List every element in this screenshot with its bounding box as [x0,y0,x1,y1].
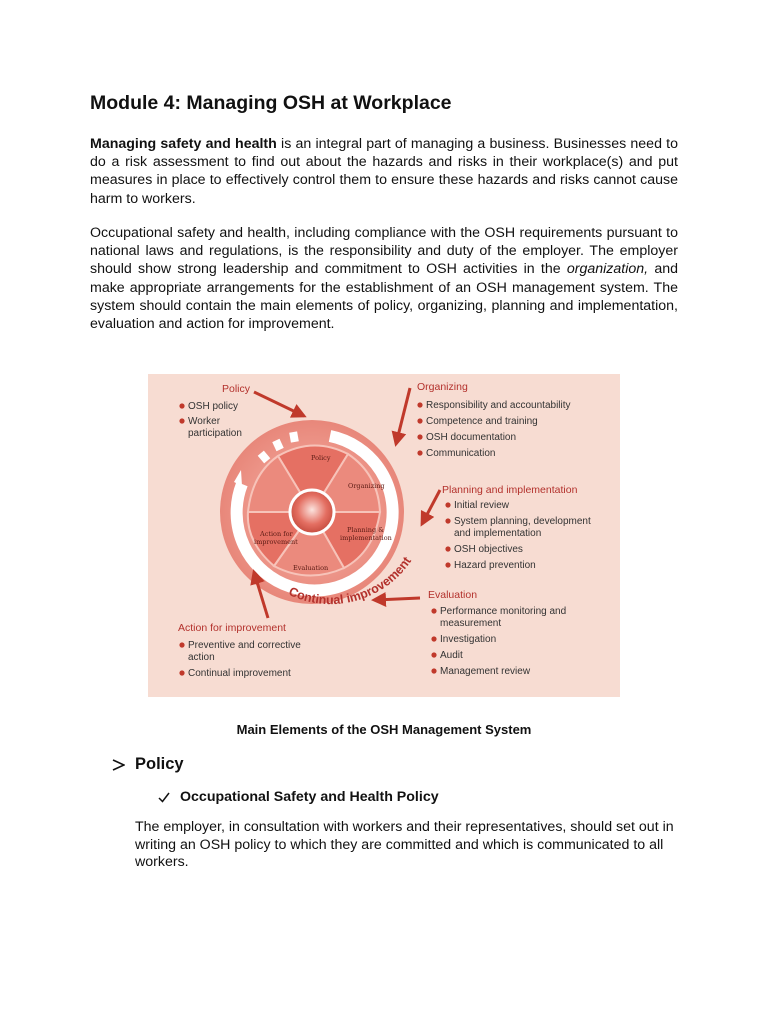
responsibility-paragraph [90,224,678,333]
seg-policy: Policy [311,454,331,462]
bullet-icon [431,668,436,673]
bullet-icon [431,652,436,657]
sub-heading [158,789,439,805]
bullet-icon [179,418,184,423]
planning-item-4: OSH objectives [454,544,523,555]
section-heading [112,755,184,774]
organizing-head: Organizing [417,381,468,393]
resp-italic: organization, [566,261,649,278]
evaluation-head: Evaluation [428,589,478,601]
action-item-2: action [188,652,215,663]
page-title: Module 4: Managing OSH at Workplace [90,92,452,114]
seg-planning-1: Planning & [347,526,384,534]
evaluation-arrow [374,598,420,600]
organizing-item-1: Responsibility and accountability [426,400,571,411]
seg-action-2: improvement [254,538,298,546]
bullet-icon [417,418,422,423]
ring-label: Continual improvement [286,554,414,608]
planning-arrow [422,490,440,524]
bullet-icon [179,642,184,647]
planning-item-2: System planning, development [454,516,591,527]
section-heading-text: Policy [135,755,184,773]
bullet-icon [431,636,436,641]
organizing-item-3: OSH documentation [426,432,517,443]
planning-item-3: and implementation [454,528,542,539]
bullet-icon [445,502,450,507]
bullet-icon [179,403,184,408]
bullet-icon [445,518,450,523]
arrowhead-bullet-icon [112,759,125,771]
checkmark-icon [158,792,170,803]
planning-head: Planning and implementation [442,484,578,496]
resp-after: and make appropriate arrangements for the establishment of an OSH management system. The system should contain the main elements of policy, organizing, planning and implementation, evaluation and action for improvement. [90,261,678,333]
seg-evaluation: Evaluation [293,564,329,572]
figure-caption: Main Elements of the OSH Management System [236,722,532,737]
action-item-1: Preventive and corrective [188,640,301,651]
sub-heading-text: Occupational Safety and Health Policy [180,789,439,805]
osh-system-diagram [148,374,620,697]
policy-paragraph: The employer, in consultation with workers and their representatives, should set out in writing an OSH policy to which they are committed and which is communicated to all workers. [135,819,674,870]
bullet-icon [417,402,422,407]
bullet-icon [179,670,184,675]
seg-planning-2: implementation [340,534,392,542]
planning-item-5: Hazard prevention [454,560,536,571]
bullet-icon [445,562,450,567]
policy-item-3: participation [188,428,242,439]
diagram-svg [148,374,620,697]
policy-arrow [254,392,304,416]
seg-organizing: Organizing [348,482,385,490]
bullet-icon [417,450,422,455]
bullet-icon [431,608,436,613]
resp-before: Occupational safety and health, including compliance with the OSH requirements pursuant to national laws and regulations, is the responsibility and duty of the employer. The employer should show strong leadership and commitment to OSH activities in the [90,225,678,278]
action-head: Action for improvement [178,622,286,634]
action-item-3: Continual improvement [188,668,291,679]
bullet-icon [445,546,450,551]
policy-head: Policy [222,383,251,395]
intro-paragraph [90,135,678,208]
evaluation-item-1: Performance monitoring and [440,606,567,617]
seg-action-1: Action for [260,530,293,538]
policy-item-1: OSH policy [188,401,239,412]
evaluation-item-3: Investigation [440,634,497,645]
hub [290,490,334,534]
planning-item-1: Initial review [454,500,510,511]
intro-bold: Managing safety and health [90,136,277,152]
bullet-icon [417,434,422,439]
evaluation-item-2: measurement [440,618,502,629]
policy-item-2: Worker [188,416,221,427]
evaluation-item-4: Audit [440,650,463,661]
organizing-item-4: Communication [426,448,496,459]
organizing-item-2: Competence and training [426,416,538,427]
organizing-arrow [396,388,410,444]
evaluation-item-5: Management review [440,666,531,677]
intro-rest: is an integral part of managing a business. Businesses need to do a risk assessment to find out about the hazards and risks in their workplace(s) and put measures in place to effectively control them to ensure these hazards and risks cannot cause harm to workers. [90,136,678,207]
